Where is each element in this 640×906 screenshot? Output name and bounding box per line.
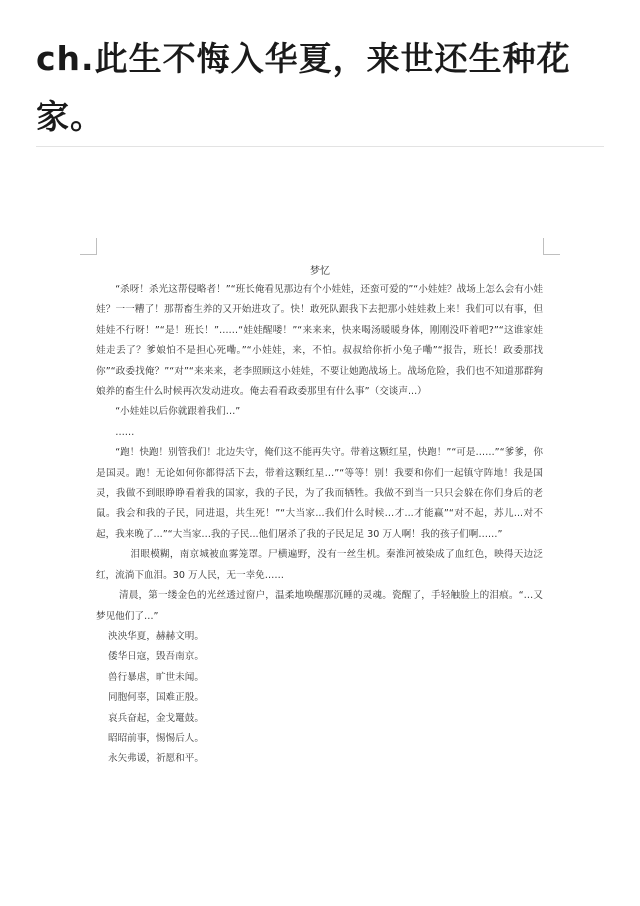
- paragraph: “杀呀！杀光这帮侵略者！”“班长俺看见那边有个小娃娃，还蛮可爱的”“小娃娃？战场上怎么会有小娃娃？一一糟了！那帮畜生养的又开始进攻了。快！敢死队跟我下去把那小娃娃救上来！我们可以有事，但娃娃不行呀！”“是！班长！”……“娃娃醒喽！”“来来来，快来喝汤暖暖身体，刚刚没吓着吧?”“这谁家娃娃走丢了？爹娘怕不是担心死嘞。”“小娃娃，来，不怕。叔叔给你折小兔子嘞”“报告，班长！政委那找你”“政委找俺？”“对”“来来来，老李照顾这小娃娃，不要让她跑战场上。战场危险，我们也不知道那群狗娘养的畜生什么时候再次发动进攻。俺去看看政委那里有什么事”（交谈声...）: [96, 284, 543, 398]
- paragraph: “跑！快跑！别管我们！北边失守，俺们这不能再失守。带着这颗红星，快跑！”“可是……”“爹爹，你是国灵。跑！无论如何你都得活下去，带着这颗红星…”“等等！别！我要和你们一起镇守阵地！我是国灵，我做不到眼睁睁看着我的国家，我的子民，为了我而牺牲。我做不到当一只只会躲在你们身后的老鼠。我会和我的子民，同进退，共生死！”“大当家...我们什么时候…才...才能赢”“对不起，苏儿...对不起，我来晚了...”“大当家…我的子民...他们屠杀了我的子民足足 30 万人啊！我的孩子们啊……”: [96, 447, 543, 540]
- poem-line: 哀兵奋起，金戈鼍鼓。: [108, 712, 204, 724]
- crop-mark-top-left: [80, 238, 97, 255]
- poem-line: 昭昭前事，惕惕后人。: [108, 732, 204, 744]
- poem-line: 兽行暴虐，旷世未闻。: [108, 671, 204, 683]
- paragraph: “小娃娃以后你就跟着我们…”: [115, 406, 241, 418]
- title-divider: [36, 146, 604, 147]
- poem: [108, 627, 543, 770]
- poem-line: 泱泱华夏，赫赫文明。: [108, 630, 204, 642]
- page-title: ch.此生不悔入华夏，来世还生种花家。: [36, 39, 571, 136]
- document-page: [80, 238, 560, 838]
- poem-line: 同胞何辜，国难正殷。: [108, 692, 204, 704]
- document-body: [96, 280, 543, 770]
- paragraph: ……: [115, 426, 135, 438]
- paragraph: 泪眼模糊，南京城被血雾笼罩。尸横遍野，没有一丝生机。秦淮河被染成了血红色，映得天边泛红，流淌下血泪。30 万人民，无一幸免……: [96, 549, 543, 581]
- paragraph: 清晨，第一缕金色的光丝透过窗户，温柔地唤醒那沉睡的灵魂。瓷醒了，手轻触脸上的泪痕。“…又梦见他们了…”: [96, 590, 543, 622]
- crop-mark-top-right: [543, 238, 560, 255]
- document-title: 梦忆: [310, 266, 330, 277]
- poem-line: 倭华日寇，毁吾南京。: [108, 651, 204, 663]
- poem-line: 永矢弗谖，祈愿和平。: [108, 753, 204, 765]
